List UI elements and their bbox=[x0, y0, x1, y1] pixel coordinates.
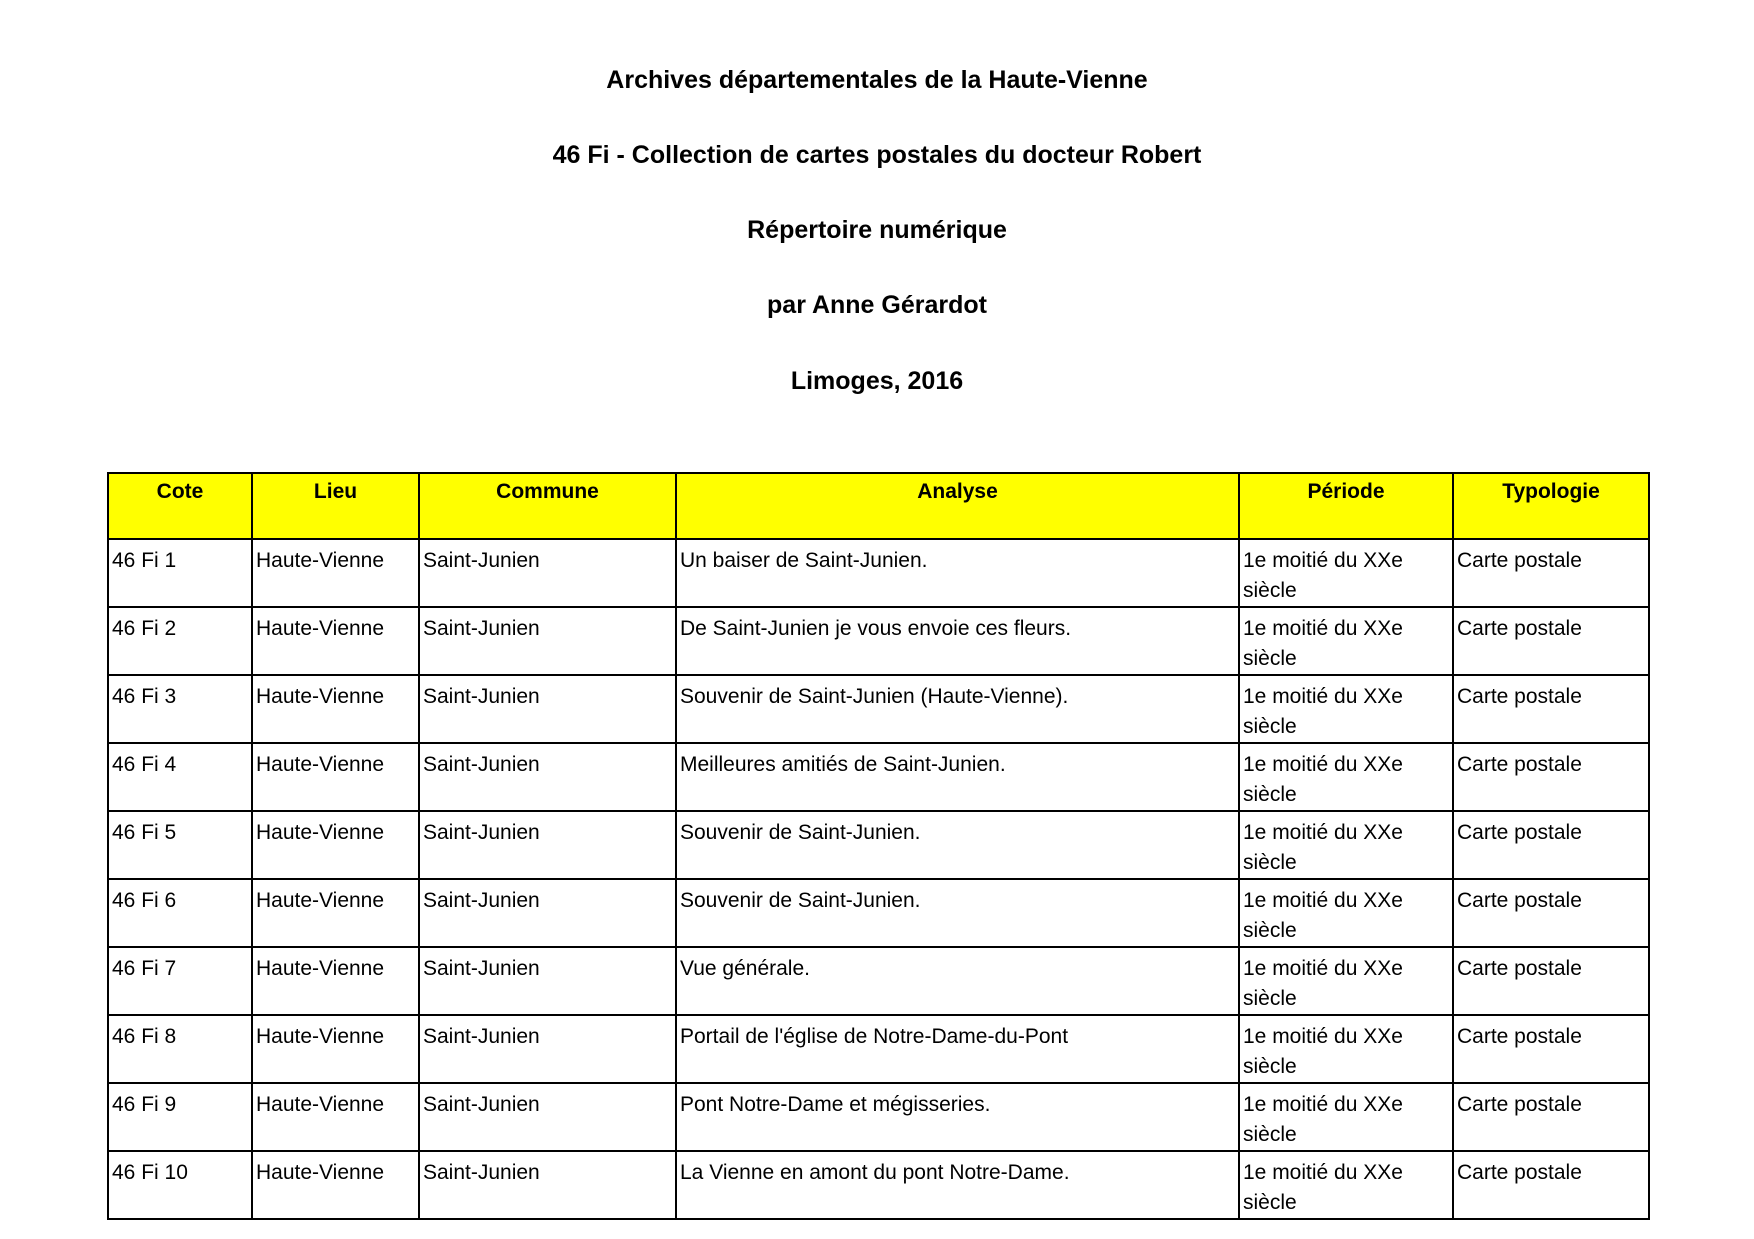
cell-periode: 1e moitié du XXe siècle bbox=[1239, 1083, 1453, 1151]
cell-commune: Saint-Junien bbox=[419, 947, 676, 1015]
document-institution: Archives départementales de la Haute-Vienne bbox=[606, 66, 1148, 94]
cell-analyse: Souvenir de Saint-Junien. bbox=[676, 811, 1239, 879]
inventory-table-body bbox=[108, 539, 1649, 1219]
table-row bbox=[108, 1083, 1649, 1151]
cell-periode: 1e moitié du XXe siècle bbox=[1239, 675, 1453, 743]
cell-cote: 46 Fi 8 bbox=[108, 1015, 252, 1083]
document-type: Répertoire numérique bbox=[747, 216, 1007, 244]
cell-typologie: Carte postale bbox=[1453, 811, 1649, 879]
cell-analyse: Vue générale. bbox=[676, 947, 1239, 1015]
document-author: par Anne Gérardot bbox=[767, 291, 987, 319]
cell-typologie: Carte postale bbox=[1453, 1015, 1649, 1083]
cell-lieu: Haute-Vienne bbox=[252, 607, 419, 675]
table-row bbox=[108, 539, 1649, 607]
cell-periode: 1e moitié du XXe siècle bbox=[1239, 811, 1453, 879]
cell-commune: Saint-Junien bbox=[419, 675, 676, 743]
column-header-cote: Cote bbox=[108, 473, 252, 539]
cell-cote: 46 Fi 2 bbox=[108, 607, 252, 675]
cell-cote: 46 Fi 10 bbox=[108, 1151, 252, 1219]
cell-lieu: Haute-Vienne bbox=[252, 1083, 419, 1151]
cell-periode: 1e moitié du XXe siècle bbox=[1239, 947, 1453, 1015]
cell-typologie: Carte postale bbox=[1453, 879, 1649, 947]
cell-typologie: Carte postale bbox=[1453, 1151, 1649, 1219]
cell-lieu: Haute-Vienne bbox=[252, 879, 419, 947]
cell-cote: 46 Fi 7 bbox=[108, 947, 252, 1015]
cell-cote: 46 Fi 4 bbox=[108, 743, 252, 811]
cell-cote: 46 Fi 5 bbox=[108, 811, 252, 879]
cell-periode: 1e moitié du XXe siècle bbox=[1239, 1015, 1453, 1083]
column-header-typologie: Typologie bbox=[1453, 473, 1649, 539]
inventory-table-header bbox=[108, 473, 1649, 539]
cell-periode: 1e moitié du XXe siècle bbox=[1239, 539, 1453, 607]
cell-lieu: Haute-Vienne bbox=[252, 1015, 419, 1083]
cell-commune: Saint-Junien bbox=[419, 879, 676, 947]
cell-lieu: Haute-Vienne bbox=[252, 539, 419, 607]
cell-typologie: Carte postale bbox=[1453, 539, 1649, 607]
cell-lieu: Haute-Vienne bbox=[252, 1151, 419, 1219]
inventory-table bbox=[107, 472, 1650, 1220]
cell-commune: Saint-Junien bbox=[419, 743, 676, 811]
cell-commune: Saint-Junien bbox=[419, 539, 676, 607]
cell-commune: Saint-Junien bbox=[419, 811, 676, 879]
cell-typologie: Carte postale bbox=[1453, 675, 1649, 743]
cell-analyse: La Vienne en amont du pont Notre-Dame. bbox=[676, 1151, 1239, 1219]
document-place-date: Limoges, 2016 bbox=[790, 367, 964, 395]
cell-lieu: Haute-Vienne bbox=[252, 811, 419, 879]
cell-cote: 46 Fi 3 bbox=[108, 675, 252, 743]
column-header-commune: Commune bbox=[419, 473, 676, 539]
column-header-periode: Période bbox=[1239, 473, 1453, 539]
cell-cote: 46 Fi 9 bbox=[108, 1083, 252, 1151]
document-collection-title: 46 Fi - Collection de cartes postales du docteur Robert bbox=[552, 141, 1202, 169]
cell-analyse: Meilleures amitiés de Saint-Junien. bbox=[676, 743, 1239, 811]
table-row bbox=[108, 1015, 1649, 1083]
cell-periode: 1e moitié du XXe siècle bbox=[1239, 607, 1453, 675]
column-header-analyse: Analyse bbox=[676, 473, 1239, 539]
cell-commune: Saint-Junien bbox=[419, 1083, 676, 1151]
table-row bbox=[108, 743, 1649, 811]
cell-typologie: Carte postale bbox=[1453, 947, 1649, 1015]
cell-lieu: Haute-Vienne bbox=[252, 947, 419, 1015]
table-row bbox=[108, 811, 1649, 879]
cell-analyse: Un baiser de Saint-Junien. bbox=[676, 539, 1239, 607]
table-row bbox=[108, 879, 1649, 947]
header-row bbox=[108, 473, 1649, 539]
table-row bbox=[108, 947, 1649, 1015]
cell-periode: 1e moitié du XXe siècle bbox=[1239, 743, 1453, 811]
table-row bbox=[108, 607, 1649, 675]
cell-commune: Saint-Junien bbox=[419, 1151, 676, 1219]
cell-periode: 1e moitié du XXe siècle bbox=[1239, 879, 1453, 947]
cell-analyse: Souvenir de Saint-Junien. bbox=[676, 879, 1239, 947]
cell-analyse: De Saint-Junien je vous envoie ces fleurs. bbox=[676, 607, 1239, 675]
cell-cote: 46 Fi 1 bbox=[108, 539, 252, 607]
cell-typologie: Carte postale bbox=[1453, 607, 1649, 675]
column-header-lieu: Lieu bbox=[252, 473, 419, 539]
cell-lieu: Haute-Vienne bbox=[252, 743, 419, 811]
cell-lieu: Haute-Vienne bbox=[252, 675, 419, 743]
cell-typologie: Carte postale bbox=[1453, 743, 1649, 811]
cell-typologie: Carte postale bbox=[1453, 1083, 1649, 1151]
cell-analyse: Pont Notre-Dame et mégisseries. bbox=[676, 1083, 1239, 1151]
table-row bbox=[108, 675, 1649, 743]
cell-periode: 1e moitié du XXe siècle bbox=[1239, 1151, 1453, 1219]
cell-commune: Saint-Junien bbox=[419, 607, 676, 675]
cell-commune: Saint-Junien bbox=[419, 1015, 676, 1083]
table-row bbox=[108, 1151, 1649, 1219]
cell-cote: 46 Fi 6 bbox=[108, 879, 252, 947]
cell-analyse: Souvenir de Saint-Junien (Haute-Vienne). bbox=[676, 675, 1239, 743]
cell-analyse: Portail de l'église de Notre-Dame-du-Pont bbox=[676, 1015, 1239, 1083]
